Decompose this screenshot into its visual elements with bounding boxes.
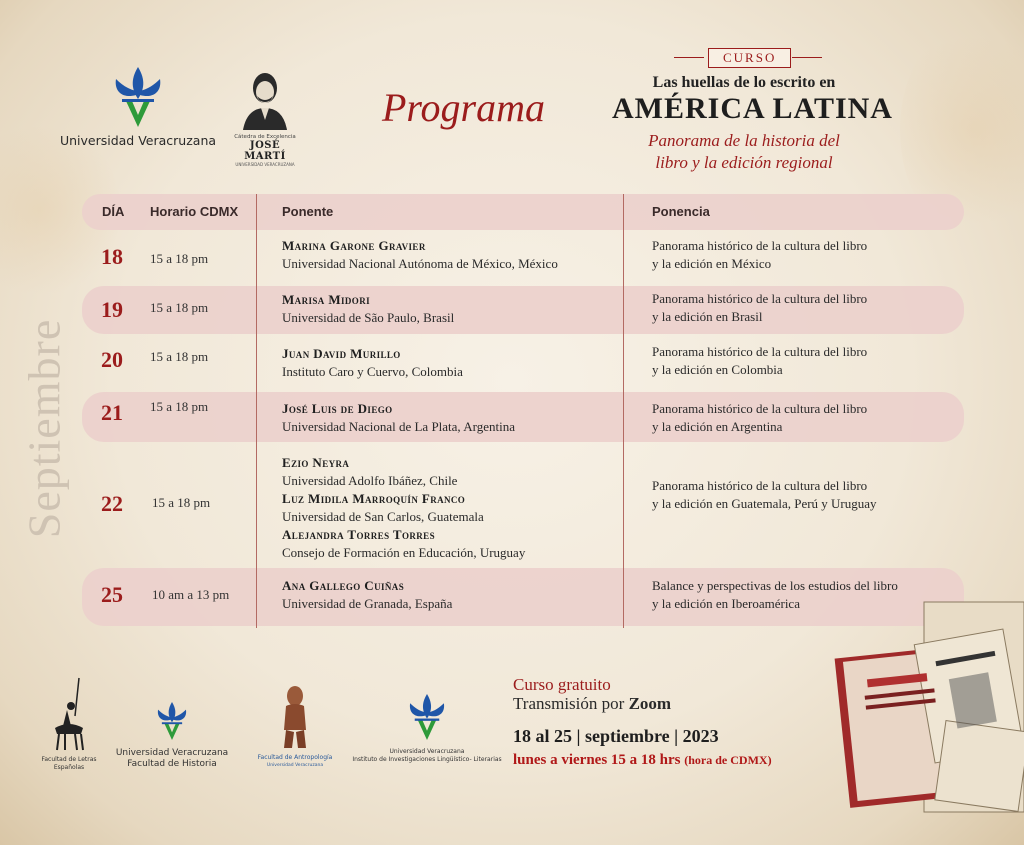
fleur-de-lis-icon	[404, 690, 450, 744]
speaker-affiliation: Universidad de San Carlos, Guatemala	[282, 509, 484, 524]
jose-marti-logo	[228, 68, 302, 167]
row-speakers	[282, 237, 558, 273]
row-talk	[652, 343, 867, 379]
letras-line-1: Facultad de Letras	[41, 756, 97, 763]
fleur-de-lis-icon	[108, 65, 168, 129]
title-line-2: AMÉRICA LATINA	[612, 92, 893, 125]
row-talk	[652, 290, 867, 326]
speaker-name: Juan David Murillo	[282, 346, 401, 361]
talk-line: Panorama histórico de la cultura del libro	[652, 478, 868, 493]
dias-text: lunes a viernes 15 a 18 hrs	[513, 752, 681, 768]
transmision-zoom	[513, 694, 671, 714]
title-line-1: Las huellas de lo escrito en	[652, 74, 836, 91]
transmision-text: Transmisión por	[513, 694, 625, 713]
talk-line: Panorama histórico de la cultura del libro	[652, 344, 868, 359]
programa-heading: Programa	[382, 85, 545, 130]
row-speakers	[282, 454, 525, 562]
curso-badge: CURSO	[708, 48, 791, 68]
jose-marti-portrait-icon	[239, 68, 291, 130]
talk-line: Panorama histórico de la cultura del libro	[652, 291, 868, 306]
fleur-de-lis-icon	[153, 698, 191, 744]
don-quijote-icon	[49, 676, 89, 752]
row-talk	[652, 237, 867, 273]
instituto-line-1: Universidad Veracruzana	[389, 748, 465, 755]
talk-line: y la edición en México	[652, 256, 772, 271]
speaker-name: Alejandra Torres Torres	[282, 527, 435, 542]
header-day: DÍA	[102, 204, 125, 219]
letras-espanolas-logo	[40, 676, 98, 772]
header-talk: Ponencia	[652, 204, 710, 219]
subtitle	[620, 130, 868, 174]
column-divider-1	[256, 194, 257, 628]
speaker-name: Luz Midila Marroquín Franco	[282, 491, 466, 506]
uv-name: Universidad Veracruzana	[59, 133, 217, 148]
speaker-name: Marisa Midori	[282, 292, 371, 307]
facultad-antropologia-logo	[254, 684, 336, 770]
subtitle-line-2: libro y la edición regional	[655, 153, 833, 172]
subtitle-line-1: Panorama de la historia del	[648, 131, 840, 150]
header-speaker: Ponente	[282, 204, 334, 219]
antropologia-line-1: Facultad de Antropología	[257, 754, 333, 761]
letras-line-2: Españolas	[53, 764, 85, 771]
row-talk	[652, 477, 877, 513]
row-hour: 15 a 18 pm	[152, 495, 211, 510]
speaker-affiliation: Consejo de Formación en Educación, Uruguay	[282, 545, 526, 560]
antique-books-illustration	[832, 596, 1024, 816]
marti-sub: UNIVERSIDAD VERACRUZANA	[235, 162, 295, 168]
column-divider-2	[623, 194, 624, 628]
row-talk	[652, 400, 867, 436]
talk-line: y la edición en Colombia	[652, 362, 783, 377]
zoom-text: Zoom	[628, 694, 672, 713]
speaker-name: Ezio Neyra	[282, 455, 350, 470]
row-speakers	[282, 345, 463, 381]
speaker-name: Ana Gallego Cuiñas	[282, 578, 405, 593]
talk-line: Balance y perspectivas de los estudios del libro	[652, 578, 898, 593]
row-speakers	[282, 400, 515, 436]
row-day: 22	[101, 491, 123, 516]
curso-gratuito: Curso gratuito	[513, 675, 611, 694]
speaker-affiliation: Universidad Adolfo Ibáñez, Chile	[282, 473, 458, 488]
speaker-affiliation: Instituto Caro y Cuervo, Colombia	[282, 364, 463, 379]
speaker-name: José Luis de Diego	[282, 401, 393, 416]
marti-name: JOSÉ MARTÍ	[244, 140, 286, 163]
row-hour: 15 a 18 pm	[150, 300, 209, 315]
header-hour: Horario CDMX	[150, 204, 239, 219]
row-hour: 10 am a 13 pm	[152, 587, 230, 602]
row-hour: 15 a 18 pm	[150, 251, 209, 266]
speaker-affiliation: Universidad Nacional Autónoma de México, México	[282, 256, 558, 271]
antropologia-line-2: Universidad Veracruzana	[266, 763, 324, 768]
uv-logo	[58, 65, 218, 148]
facultad-historia-logo	[110, 698, 234, 770]
horario-text	[513, 752, 772, 769]
speaker-name: Marina Garone Gravier	[282, 238, 426, 253]
month-label: Septiembre	[18, 318, 70, 539]
speaker-affiliation: Universidad de São Paulo, Brasil	[282, 310, 455, 325]
row-hour: 15 a 18 pm	[150, 349, 209, 364]
curso-line-left	[674, 57, 704, 58]
talk-line: y la edición en Iberoamérica	[652, 596, 800, 611]
talk-line: Panorama histórico de la cultura del libro	[652, 238, 868, 253]
speaker-affiliation: Universidad de Granada, España	[282, 596, 453, 611]
row-day: 19	[101, 297, 123, 322]
row-day: 18	[101, 244, 123, 269]
talk-line: y la edición en Argentina	[652, 419, 783, 434]
row-day: 20	[101, 347, 123, 372]
row-speakers	[282, 577, 452, 613]
marti-catedra: Cátedra de Excelencia	[234, 134, 296, 140]
row-hour: 15 a 18 pm	[150, 399, 209, 414]
row-day: 21	[101, 400, 123, 425]
curso-line-right	[792, 57, 822, 58]
historia-line-2: Facultad de Historia	[127, 759, 217, 769]
fechas-text: 18 al 25 | septiembre | 2023	[513, 726, 719, 746]
instituto-linguistico-logo	[352, 690, 502, 764]
instituto-line-2: Instituto de Investigaciones Lingüístico- Literarias	[352, 756, 502, 763]
olmec-figure-icon	[280, 684, 310, 750]
row-day: 25	[101, 582, 123, 607]
schedule-table	[82, 194, 964, 628]
row-speakers	[282, 291, 454, 327]
talk-line: Panorama histórico de la cultura del libro	[652, 401, 868, 416]
talk-line: y la edición en Guatemala, Perú y Uruguay	[652, 496, 877, 511]
talk-line: y la edición en Brasil	[652, 309, 763, 324]
historia-line-1: Universidad Veracruzana	[115, 748, 229, 758]
speaker-affiliation: Universidad Nacional de La Plata, Argentina	[282, 419, 515, 434]
dias-note: (hora de CDMX)	[684, 753, 772, 767]
